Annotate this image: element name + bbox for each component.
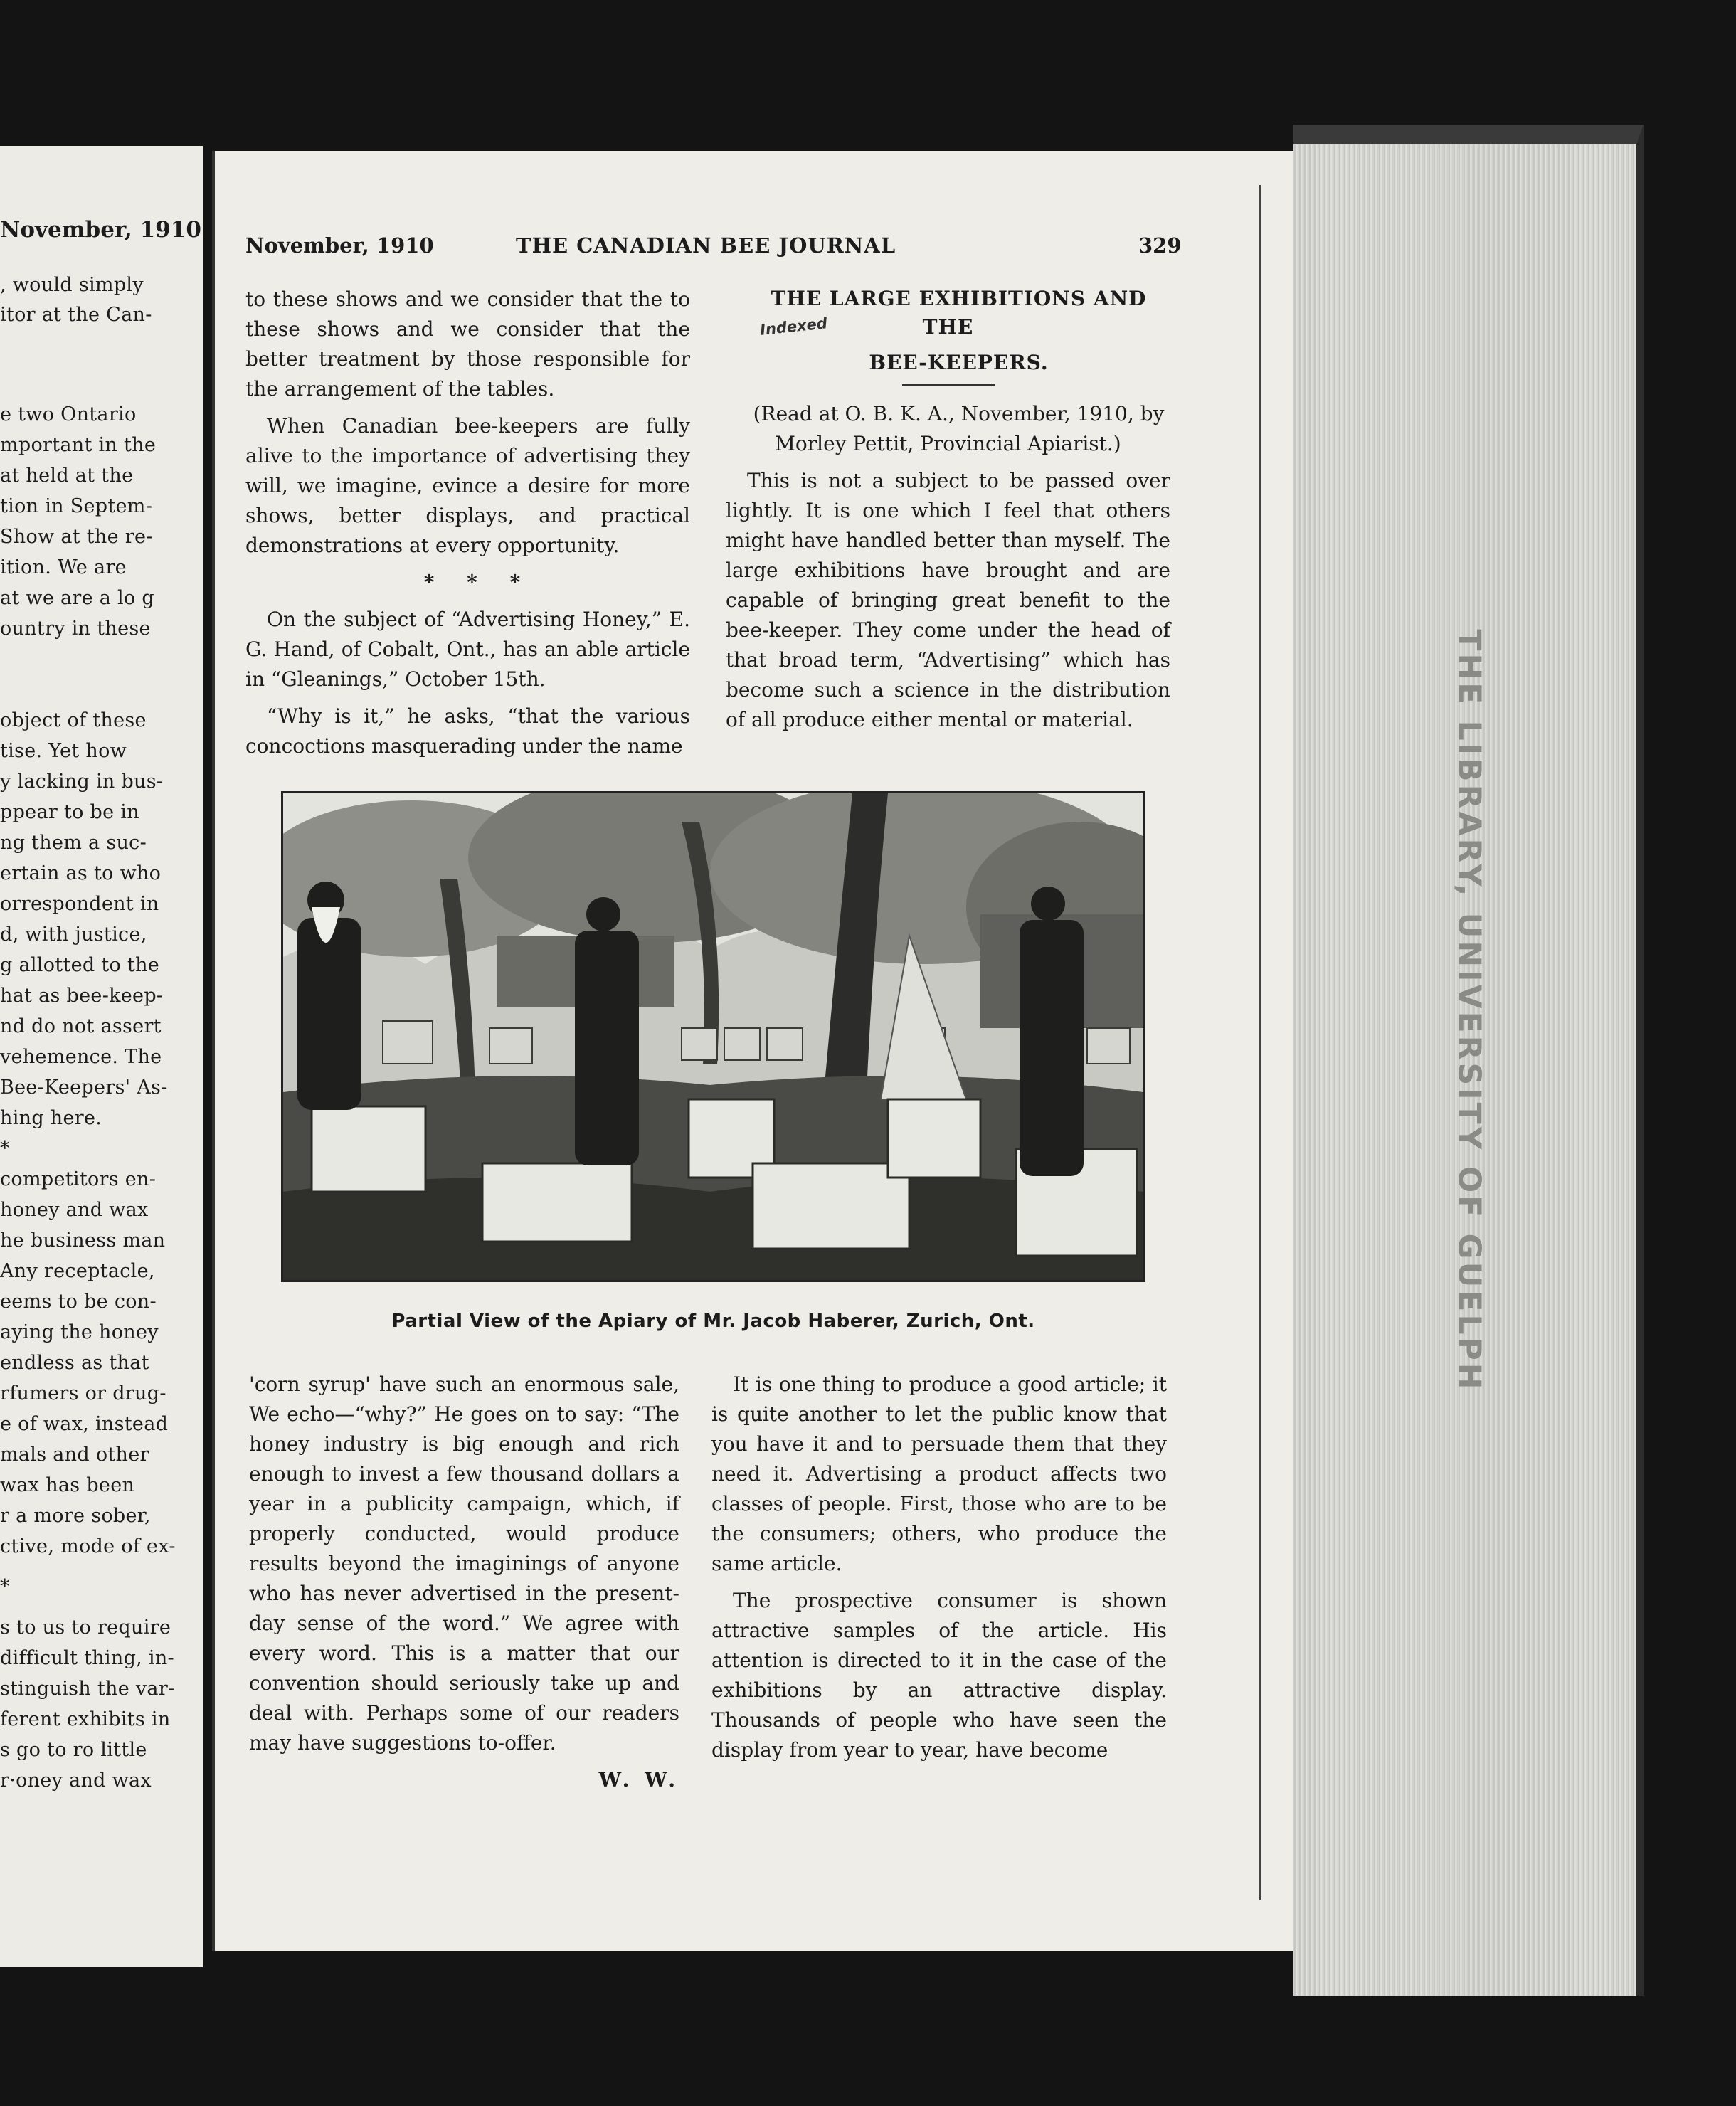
left-page-line: hat as bee-keep-	[0, 985, 164, 1007]
column-top-left	[245, 285, 690, 768]
photo-caption: Partial View of the Apiary of Mr. Jacob Haberer, Zurich, Ont.	[391, 1311, 1035, 1332]
left-page-line: object of these	[0, 709, 147, 731]
left-page-line: Bee-Keepers' As-	[0, 1076, 168, 1099]
left-page-line: eems to be con-	[0, 1291, 157, 1313]
paragraph: It is one thing to produce a good article; it is quite another to let the public know that you have it and to persuade them that they need it. Advertising a product affects two classes of people. First, those who are to be the consumers; others, who produce the same article.	[711, 1372, 1167, 1575]
left-page-line: endless as that	[0, 1352, 149, 1374]
left-page-line: *	[0, 1576, 10, 1598]
byline: (Read at O. B. K. A., November, 1910, by Morley Pettit, Provincial Apiarist.)	[753, 402, 1165, 455]
left-page-line: orrespondent in	[0, 893, 159, 915]
left-page-line: e of wax, instead	[0, 1413, 169, 1435]
apiary-photograph	[281, 791, 1145, 1282]
left-page-line: Show at the re-	[0, 526, 153, 548]
journal-title: THE CANADIAN BEE JOURNAL	[516, 233, 896, 258]
left-page-line: ppear to be in	[0, 801, 139, 823]
left-page-line: tise. Yet how	[0, 740, 127, 762]
left-page-line: vehemence. The	[0, 1046, 162, 1068]
left-page-line: Any receptacle,	[0, 1260, 155, 1282]
section-stars: * * *	[423, 571, 534, 594]
handwritten-annotation: Indexed	[759, 314, 828, 339]
left-page-line: at we are a lo g	[0, 587, 155, 609]
paragraph: “Why is it,” he asks, “that the various concoctions masquerading under the name	[245, 704, 690, 758]
left-page-line: wax has been	[0, 1474, 135, 1496]
column-top-right	[726, 285, 1170, 742]
left-page-line: s go to ro little	[0, 1739, 147, 1761]
left-page-line: rfumers or drug-	[0, 1382, 166, 1404]
left-page-line: ng them a suc-	[0, 832, 147, 854]
left-page-line: aying the honey	[0, 1321, 159, 1343]
column-bottom-left	[249, 1370, 679, 1802]
paragraph: This is not a subject to be passed over lightly. It is one which I feel that others might have handled better than myself. The large exhibitions have brought and are capable of bringing great benefit to the bee-keeper. They come under the head of that broad term, “Advertising” which has become such a science in the distribution of all produce either mental or material.	[726, 469, 1170, 731]
paragraph: to these shows and we consider that the to these shows and we consider that the better treatment by those responsible for the arrangement of the tables.	[245, 287, 690, 401]
column-bottom-right	[711, 1370, 1167, 1772]
left-page-line: hing here.	[0, 1107, 102, 1129]
left-page-line: g allotted to the	[0, 954, 160, 976]
paragraph: When Canadian bee-keepers are fully alive to the importance of advertising they will, we imagine, evince a desire for more shows, better displays, and practical demonstrations at every opportunity.	[245, 414, 690, 557]
left-page-line: d, with justice,	[0, 924, 147, 946]
signature: W. W.	[598, 1768, 679, 1792]
left-page-line: competitors en-	[0, 1168, 157, 1190]
library-stamp-text: THE LIBRARY, UNIVERSITY OF GUELPH	[1451, 628, 1488, 1392]
left-facing-page	[0, 146, 203, 1967]
left-page-line: *	[0, 1138, 10, 1160]
header-date: November, 1910	[245, 233, 434, 258]
left-page-line: , would simply	[0, 274, 144, 296]
left-page-line: honey and wax	[0, 1199, 149, 1221]
left-page-line: tion in Septem-	[0, 495, 153, 517]
left-page-line: nd do not assert	[0, 1015, 162, 1037]
left-page-line: y lacking in bus-	[0, 771, 164, 793]
library-stamp	[1434, 628, 1505, 1392]
margin-rule	[1259, 185, 1261, 1900]
paragraph: On the subject of “Advertising Honey,” E. G. Hand, of Cobalt, Ont., has an able article in “Gleanings,” October 15th.	[245, 608, 690, 691]
left-page-line: stinguish the var-	[0, 1678, 175, 1700]
article-title-line2: BEE-KEEPERS.	[869, 351, 1049, 374]
left-running-head: November, 1910	[0, 217, 201, 243]
paragraph: 'corn syrup' have such an enormous sale, We echo—“why?” He goes on to say: “The honey industry is big enough and rich enough to invest a few thousand dollars a year in a publicity campaign, which, if properly conducted, would produce results beyond the imaginings of anyone who has never advertised in the present-day sense of the word.” We agree with every word. This is a matter that our convention should seriously take up and deal with. Perhaps some of our readers may have suggestions to-offer.	[249, 1372, 679, 1755]
title-rule	[902, 384, 995, 386]
left-page-line: itor at the Can-	[0, 304, 152, 326]
left-page-line: e two Ontario	[0, 403, 137, 425]
left-page-line: r·oney and wax	[0, 1769, 152, 1792]
left-page-line: ertain as to who	[0, 862, 162, 884]
left-page-line: ition. We are	[0, 556, 127, 578]
left-page-line: he business man	[0, 1229, 166, 1252]
page-number: 329	[1138, 233, 1182, 258]
left-page-line: ferent exhibits in	[0, 1708, 171, 1730]
left-page-line: at held at the	[0, 465, 134, 487]
left-page-line: difficult thing, in-	[0, 1647, 174, 1669]
article-title-line1: THE LARGE EXHIBITIONS AND THE	[771, 287, 1147, 339]
left-page-line: ountry in these	[0, 618, 151, 640]
left-page-line: mportant in the	[0, 434, 157, 456]
left-page-line: r a more sober,	[0, 1505, 151, 1527]
left-page-line: s to us to require	[0, 1616, 171, 1639]
left-page-line: mals and other	[0, 1444, 149, 1466]
left-page-line: ctive, mode of ex-	[0, 1535, 176, 1557]
paragraph: The prospective consumer is shown attractive samples of the article. His attention is directed to it in the case of the exhibitions by an attractive display. Thousands of people who have seen the display from year to year, have become	[711, 1589, 1167, 1762]
